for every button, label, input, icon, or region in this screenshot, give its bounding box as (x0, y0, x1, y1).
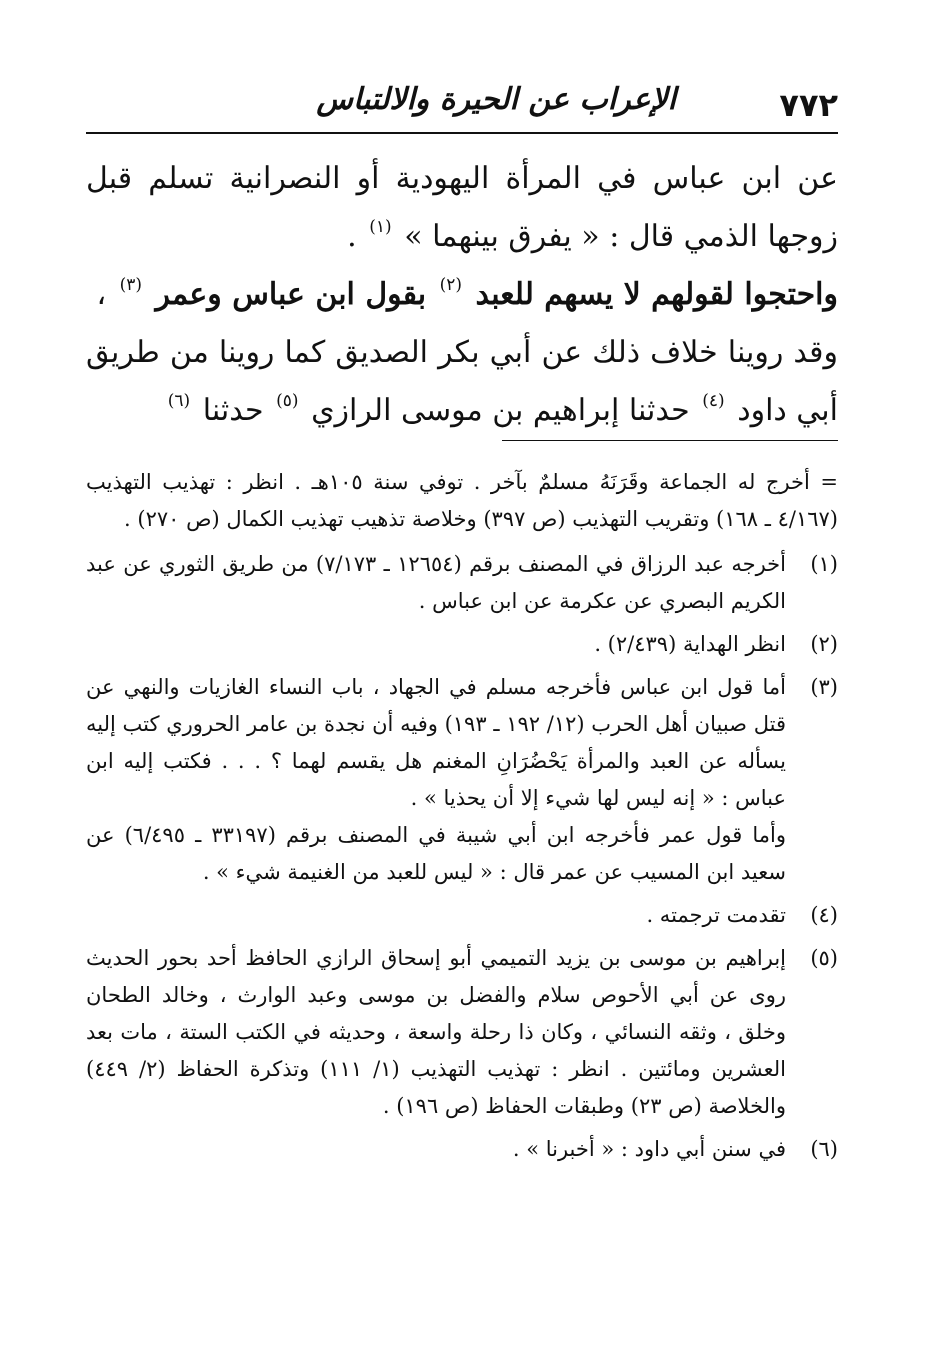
footnote-text: في سنن أبي داود : « أخبرنا » . (512, 1137, 786, 1161)
main-line-2: قال : « يفرق بينهما » (404, 219, 675, 254)
footnote-text-extra: وأما قول عمر فأخرجه ابن أبي شيبة في المصنف برقم (٣٣١٩٧ ـ ٦/٤٩٥) عن سعيد ابن المسيب عن عمر قال : « ليس للعبد من الغنيمة شيء » . (86, 823, 786, 884)
footnote-number: (١) (810, 552, 838, 576)
footnote-text: أخرجه عبد الرزاق في المصنف برقم (١٢٦٥٤ ـ ٧/١٧٣) من طريق الثوري عن عبد الكريم البصري عن عكرمة عن ابن عباس . (86, 552, 786, 613)
footnote-ref-6[interactable]: (٦) (167, 391, 191, 411)
footnote-2 (86, 626, 838, 663)
footnote-ref-3[interactable]: (٣) (119, 275, 143, 295)
main-para-3-a: وقد روينا خلاف ذلك عن أبي بكر الصديق كما روينا من طريق أبي داود (86, 335, 838, 428)
footnote-5 (86, 940, 838, 1125)
footnote-ref-5[interactable]: (٥) (276, 391, 299, 411)
page-number: ٧٧٢ (779, 86, 838, 124)
footnote-separator (502, 440, 838, 441)
footnote-text: تقدمت ترجمته . (646, 903, 786, 927)
main-line-2-end: . (347, 219, 357, 254)
main-paragraph-2 (86, 266, 838, 324)
footnote-continuation (86, 464, 838, 538)
header-rule (86, 132, 838, 134)
footnote-number: (٢) (810, 632, 838, 656)
footnote-6 (86, 1131, 838, 1168)
footnote-ref-2[interactable]: (٢) (439, 275, 463, 295)
footnote-3 (86, 669, 838, 891)
main-text (86, 150, 838, 440)
main-paragraph-3 (86, 324, 838, 440)
footnote-continuation-text: = أخرج له الجماعة وقَرَنَهُ مسلمٌ بآخر . توفي سنة ١٠٥هـ . انظر : تهذيب التهذيب (٤/١٦٧ ـ ١٦٨) وتقريب التهذيب (ص ٣٩٧) وخلاصة تذهيب تهذيب الكمال (ص ٢٧٠) . (86, 470, 838, 531)
running-title: الإعراب عن الحيرة والالتباس (316, 82, 676, 117)
main-para-2-c: ، (96, 277, 107, 312)
footnote-text: إبراهيم بن موسى بن يزيد التميمي أبو إسحاق الرازي الحافظ أحد بحور الحديث روى عن أبي الأحوص سلام والفضل بن موسى وعبد الوارث ، وخالد الطحان وخلق ، وثقه النسائي ، وكان ذا رحلة واسعة ، وحديثه في الكتب الستة ، مات بعد العشرين ومائتين . انظر : تهذيب التهذيب (١/ ١١١) وتذكرة الحفاظ (٢/ ٤٤٩) والخلاصة (ص ٢٣) وطبقات الحفاظ (ص ١٩٦) . (86, 946, 786, 1118)
footnote-text: انظر الهداية (٢/٤٣٩) . (594, 632, 786, 656)
page-header (86, 70, 838, 134)
footnote-text: أما قول ابن عباس فأخرجه مسلم في الجهاد ، باب النساء الغازيات والنهي عن قتل صبيان أهل الحرب (١٢/ ١٩٢ ـ ١٩٣) وفيه أن نجدة بن عامر الحروري كتب إليه يسأله عن العبد والمرأة يَحْضُرَانِ المغنم هل يقسم لهما ؟ . . . فكتب إليه ابن عباس : « إنه ليس لها شيء إلا أن يحذيا » . (86, 675, 786, 810)
footnote-1 (86, 546, 838, 620)
footnotes (86, 464, 838, 1174)
main-para-2-b: بقول ابن عباس وعمر (155, 277, 427, 312)
main-para-2-a: واحتجوا لقولهم لا يسهم للعبد (475, 277, 838, 312)
footnote-ref-4[interactable]: (٤) (702, 391, 725, 411)
footnote-number: (٦) (810, 1137, 838, 1161)
main-paragraph-1 (86, 150, 838, 266)
footnote-4 (86, 897, 838, 934)
main-line-1: عن ابن عباس في المرأة اليهودية أو النصرانية تسلم قبل زوجها الذمي (86, 161, 838, 254)
main-para-3-c: حدثنا (202, 393, 264, 428)
main-para-3-b: حدثنا إبراهيم بن موسى الرازي (311, 393, 690, 428)
footnote-number: (٤) (810, 903, 838, 927)
footnote-number: (٣) (810, 675, 838, 699)
footnote-number: (٥) (810, 946, 838, 970)
footnote-ref-1[interactable]: (١) (369, 217, 392, 237)
